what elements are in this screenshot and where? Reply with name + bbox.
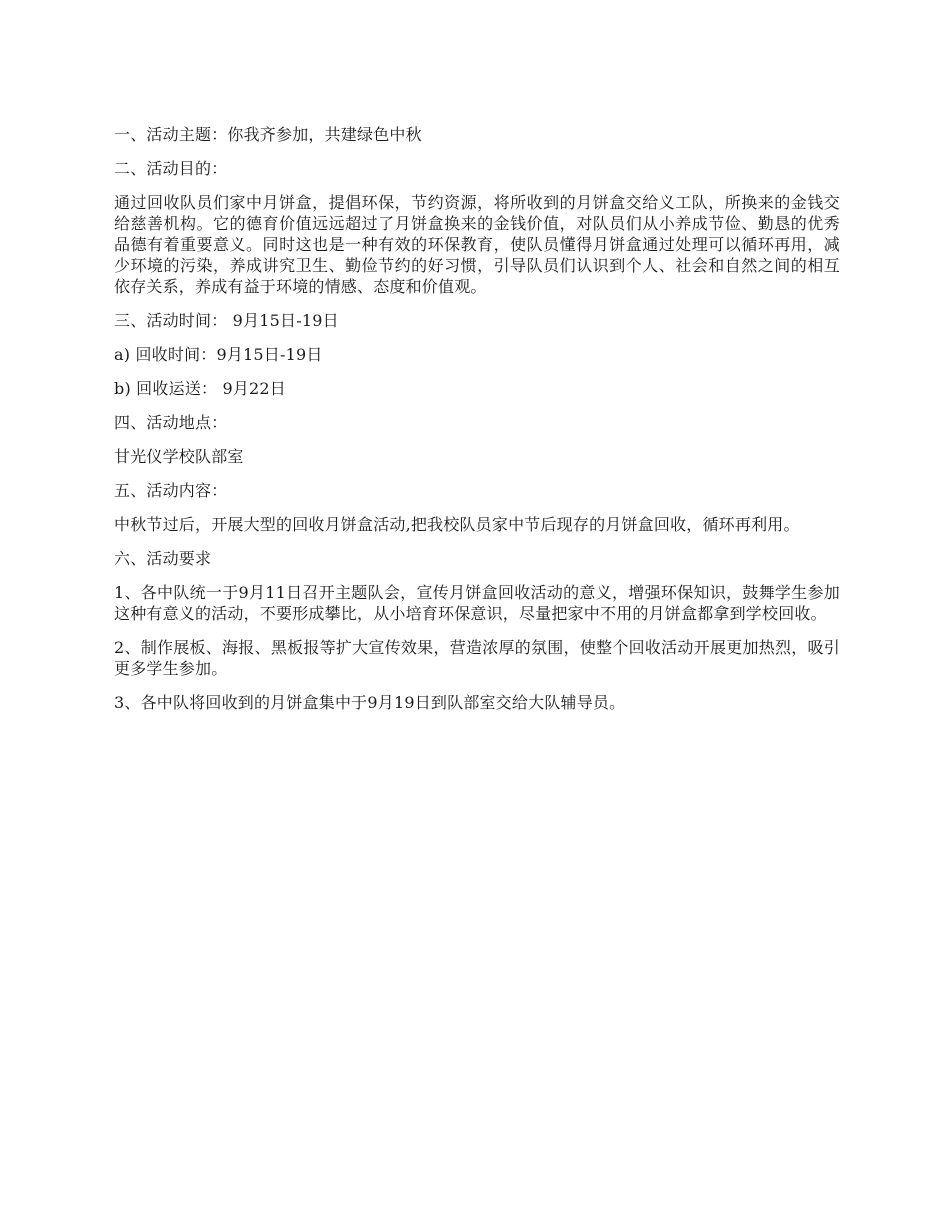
section-location-body: 甘光仪学校队部室 [114,447,244,466]
section-location-heading: 四、活动地点： [114,413,228,432]
requirement-item-3: 3、各中队将回收到的月饼盒集中于9月19日到队部室交给大队辅导员。 [114,693,626,712]
section-time-heading: 三、活动时间： 9月15日-19日 [114,311,339,330]
document-page [114,124,840,726]
section-purpose-body: 通过回收队员们家中月饼盒，提倡环保，节约资源，将所收到的月饼盒交给义工队，所换来的金钱交给慈善机构。它的德育价值远远超过了月饼盒换来的金钱价值，对队员们从小养成节俭、勤恳的优秀品德有着重要意义。同时这也是一种有效的环保教育，使队员懂得月饼盒通过处理可以循环再用，减少环境的污染，养成讲究卫生、勤俭节约的好习惯，引导队员们认识到个人、社会和自然之间的相互依存关系，养成有益于环境的情感、态度和价值观。 [114,193,840,296]
section-time-collect: a) 回收时间：9月15日-19日 [114,345,323,364]
section-requirements-heading: 六、活动要求 [114,549,212,568]
section-theme: 一、活动主题：你我齐参加，共建绿色中秋 [114,125,422,144]
section-time-transport: b) 回收运送： 9月22日 [114,379,286,398]
requirement-item-1: 1、各中队统一于9月11日召开主题队会，宣传月饼盒回收活动的意义，增强环保知识，鼓舞学生参加这种有意义的活动，不要形成攀比，从小培育环保意识，尽量把家中不用的月饼盒都拿到学校回收。 [114,583,840,623]
section-content-heading: 五、活动内容： [114,481,228,500]
section-purpose-heading: 二、活动目的： [114,159,228,178]
section-content-body: 中秋节过后，开展大型的回收月饼盒活动,把我校队员家中节后现存的月饼盒回收，循环再利用。 [114,515,800,534]
requirement-item-2: 2、制作展板、海报、黑板报等扩大宣传效果，营造浓厚的氛围，使整个回收活动开展更加热烈，吸引更多学生参加。 [114,638,840,678]
